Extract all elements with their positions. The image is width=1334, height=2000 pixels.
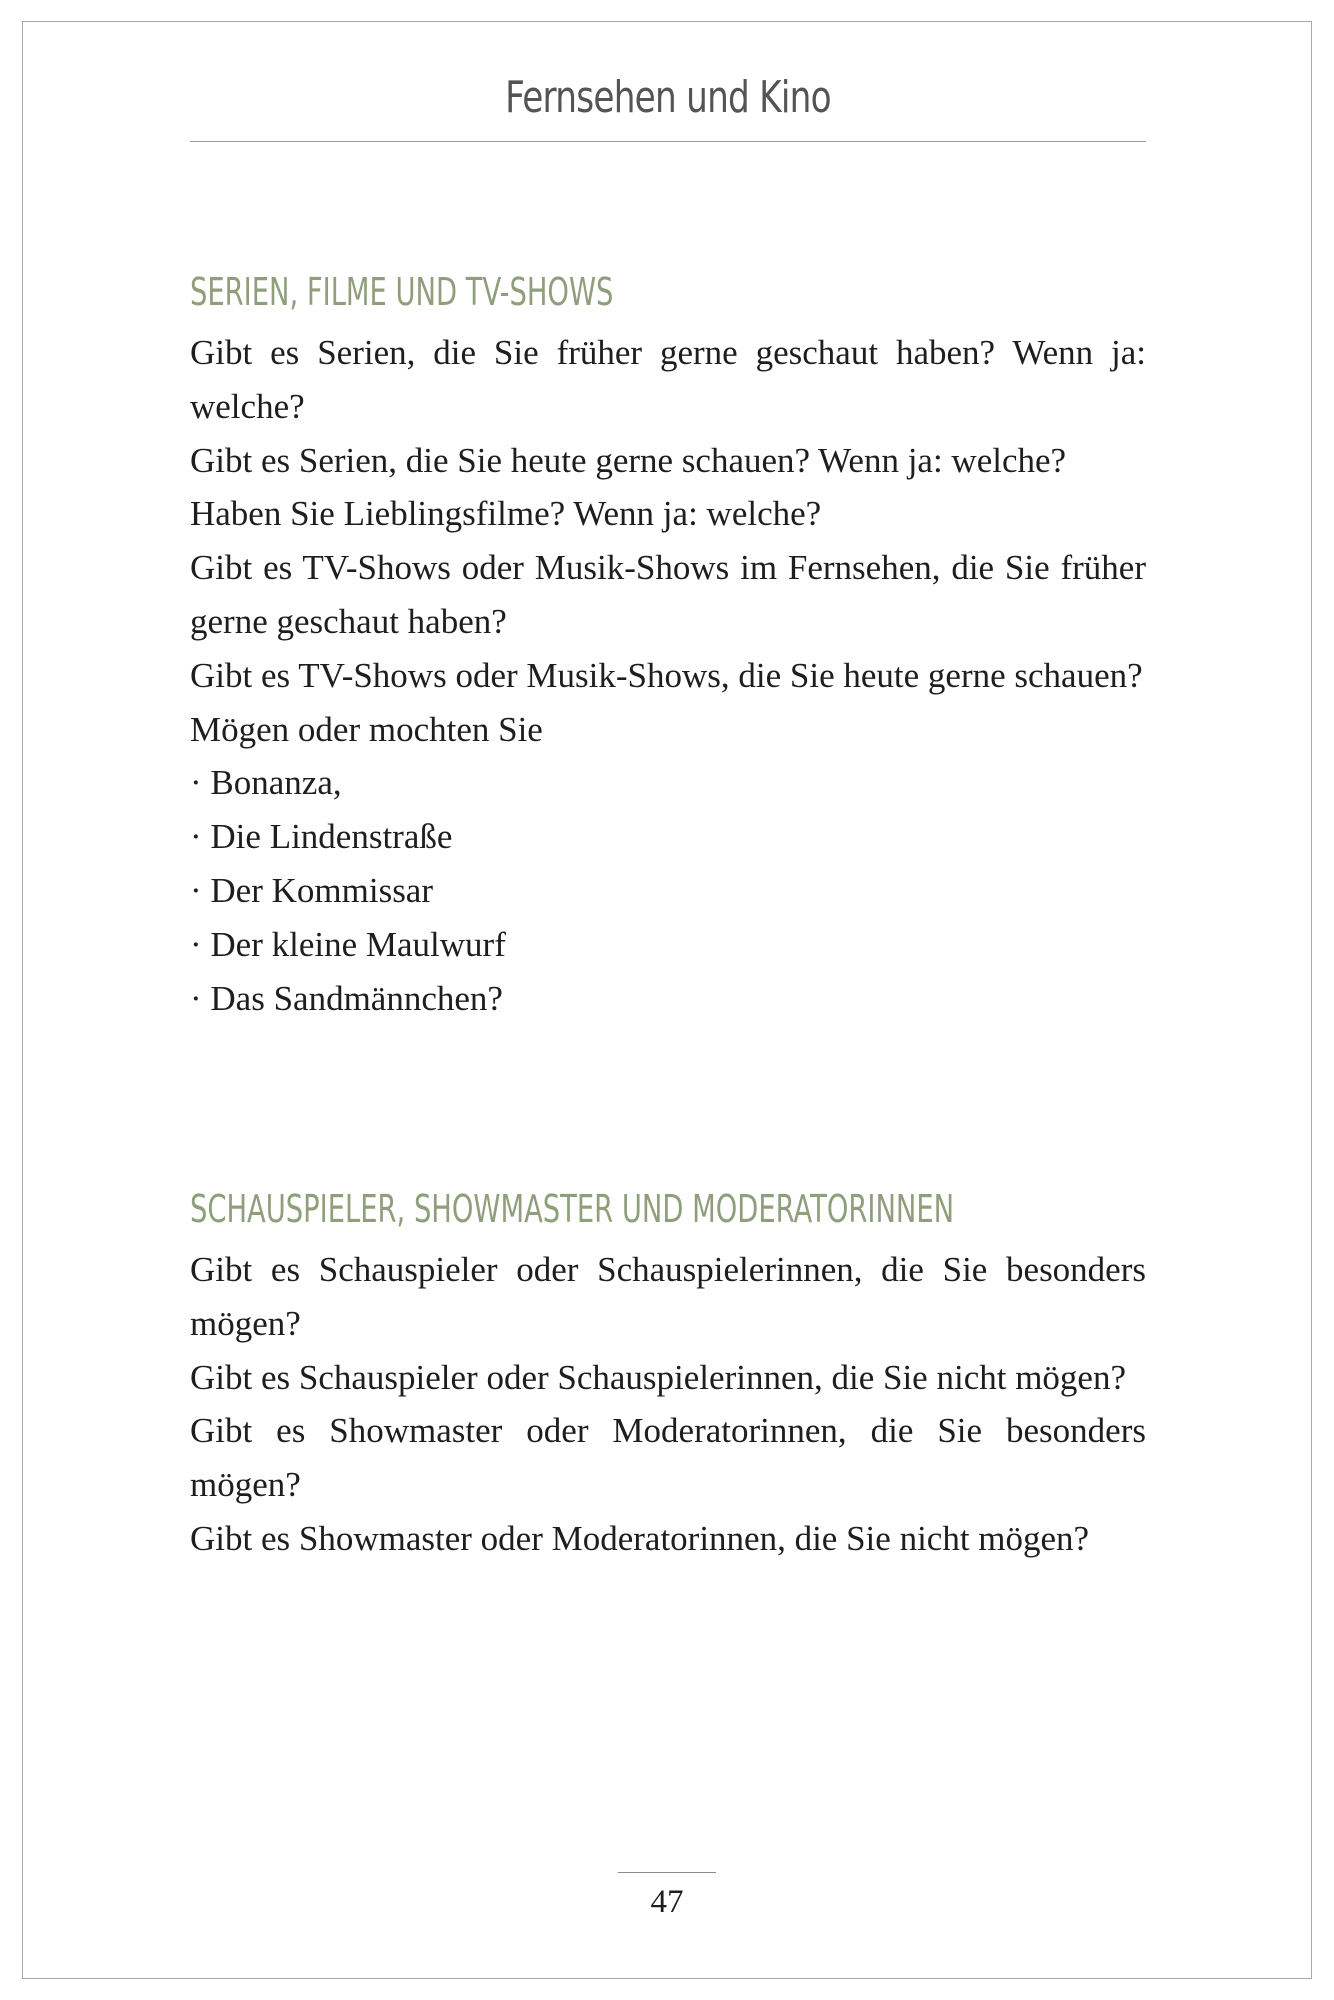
footer-rule <box>618 1872 716 1873</box>
question-paragraph: Gibt es TV-Shows oder Musik-Shows im Fernsehen, die Sie früher gerne geschaut haben? <box>190 548 1146 641</box>
list-item: · Das Sandmännchen? <box>190 978 503 1018</box>
question-paragraph: Gibt es Schauspieler oder Schauspielerinnen, die Sie besonders mögen? <box>190 1250 1146 1343</box>
question-paragraph: Gibt es TV-Shows oder Musik-Shows, die Sie heute gerne schauen? <box>190 655 1143 695</box>
question-paragraph: Gibt es Serien, die Sie heute gerne schauen? Wenn ja: welche? <box>190 440 1067 480</box>
header-rule <box>190 141 1146 142</box>
question-paragraph: Gibt es Schauspieler oder Schauspielerinnen, die Sie nicht mögen? <box>190 1357 1126 1397</box>
list-item: · Der kleine Maulwurf <box>190 924 506 964</box>
question-paragraph: Haben Sie Lieblingsfilme? Wenn ja: welche? <box>190 494 822 534</box>
list-item: · Bonanza, <box>190 763 342 803</box>
question-paragraph: Gibt es Serien, die Sie früher gerne geschaut haben? Wenn ja: welche? <box>190 333 1146 426</box>
section-body-actors <box>190 1243 1146 1566</box>
question-paragraph: Gibt es Showmaster oder Moderatorinnen, die Sie nicht mögen? <box>190 1518 1090 1558</box>
section-body-series <box>190 326 1146 1025</box>
question-paragraph: Mögen oder mochten Sie <box>190 709 543 749</box>
section-heading-series: SERIEN, FILME UND TV-SHOWS <box>190 270 614 314</box>
list-item: · Die Lindenstraße <box>190 817 453 857</box>
page-number: 47 <box>650 1884 684 1920</box>
question-paragraph: Gibt es Showmaster oder Moderatorinnen, die Sie besonders mögen? <box>190 1411 1146 1505</box>
running-head: Fernsehen und Kino <box>505 72 831 123</box>
section-heading-actors: SCHAUSPIELER, SHOWMASTER UND MODERATORINNEN <box>190 1187 955 1231</box>
list-item: · Der Kommissar <box>190 870 434 910</box>
